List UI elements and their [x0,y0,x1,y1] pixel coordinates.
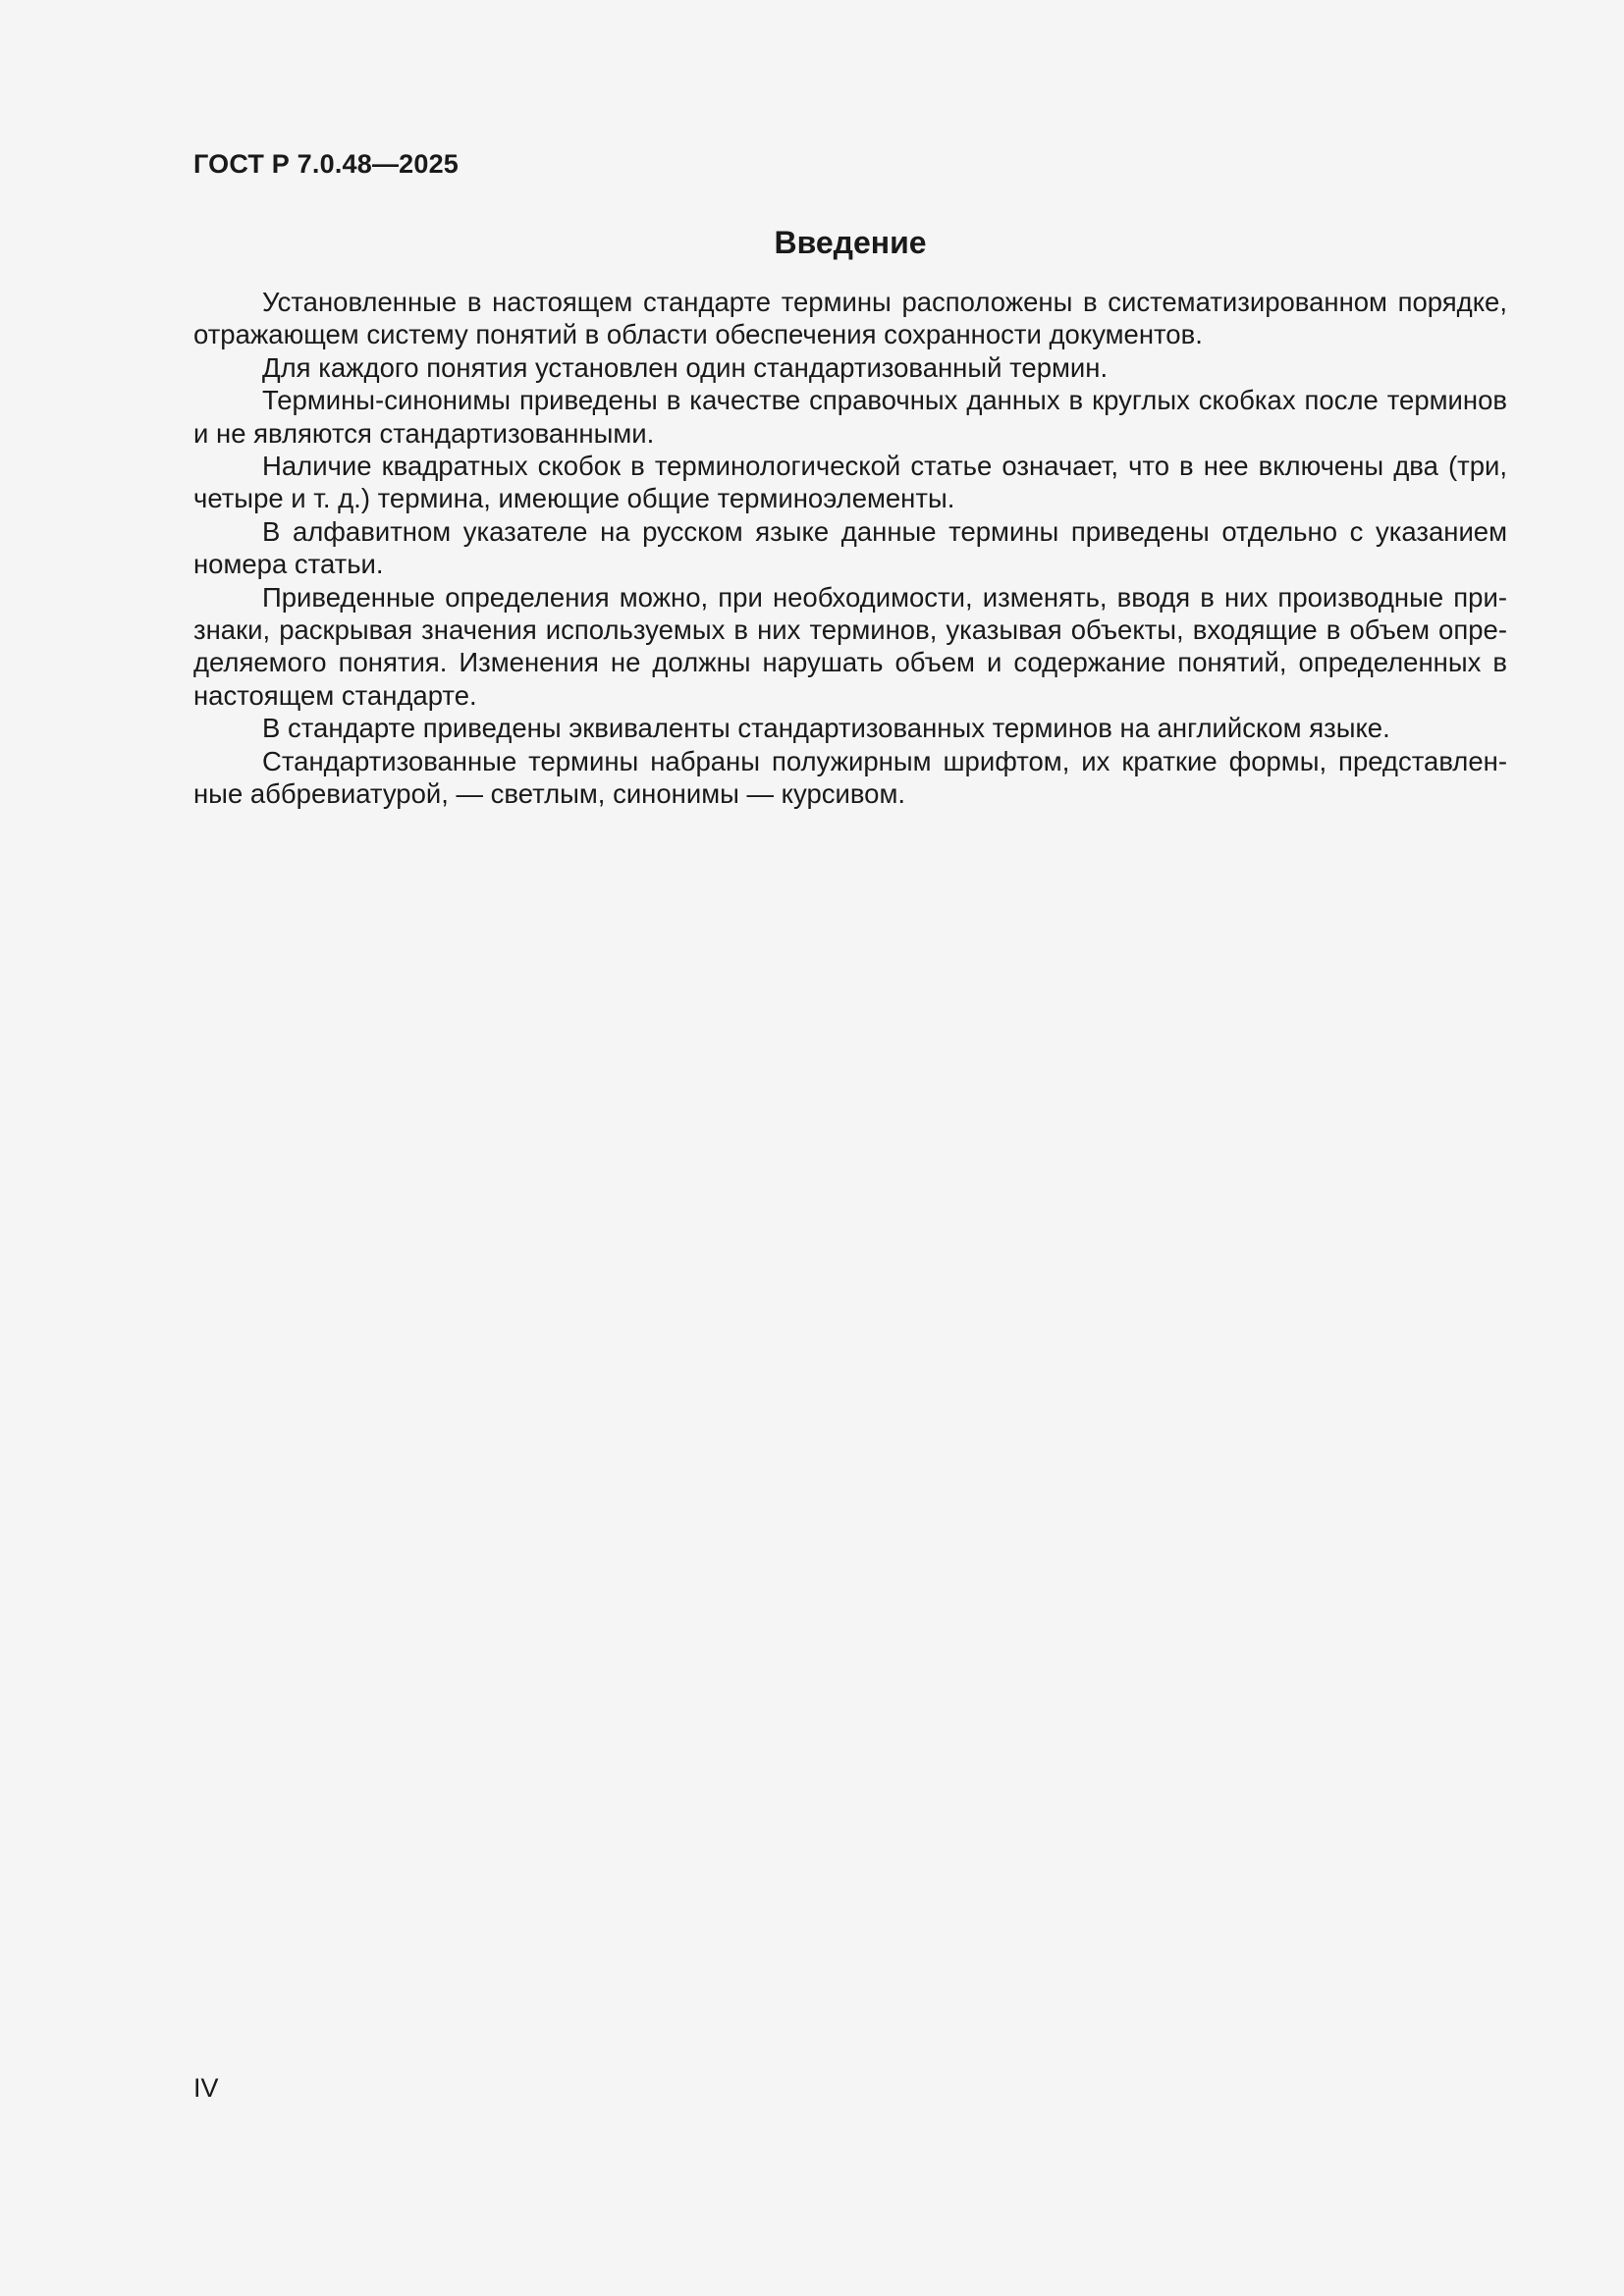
page-number: IV [193,2073,219,2103]
paragraph: Для каждого понятия установлен один стандартизованный термин. [262,351,1109,383]
paragraph: Приведенные определения можно, при необходимости, изменять, вводя в них производные признаки, раскрывая значения используемых в них терминов, указывая объекты, входящие в объем определяемого понятия. Изменения не должны нарушать объем и содержание понятий, определенных в настоящем стандарте. [193,581,1507,711]
section-title: Введение [774,225,927,260]
paragraph: Наличие квадратных скобок в терминологической статье означает, что в нее включены два (три, четыре и т. д.) термина, имеющие общие терминоэлементы. [193,451,1507,514]
paragraph: Установленные в настоящем стандарте термины расположены в систематизированном порядке, отражающем систему понятий в области обеспечения сохранности документов. [193,287,1507,350]
introduction-body [193,286,1507,811]
paragraph: Термины-синонимы приведены в качестве справочных данных в круглых скобках после терминов и не являются стандартизованными. [193,385,1507,449]
document-code: ГОСТ Р 7.0.48—2025 [193,149,460,179]
paragraph: В алфавитном указателе на русском языке данные термины приведены отдельно с указанием номера статьи. [193,515,1507,580]
paragraph: Стандартизованные термины набраны полужирным шрифтом, их краткие формы, представленные аббревиатурой, — светлым, синонимы — курсивом. [193,745,1507,810]
paragraph: В стандарте приведены эквиваленты стандартизованных терминов на английском языке. [262,713,1390,744]
